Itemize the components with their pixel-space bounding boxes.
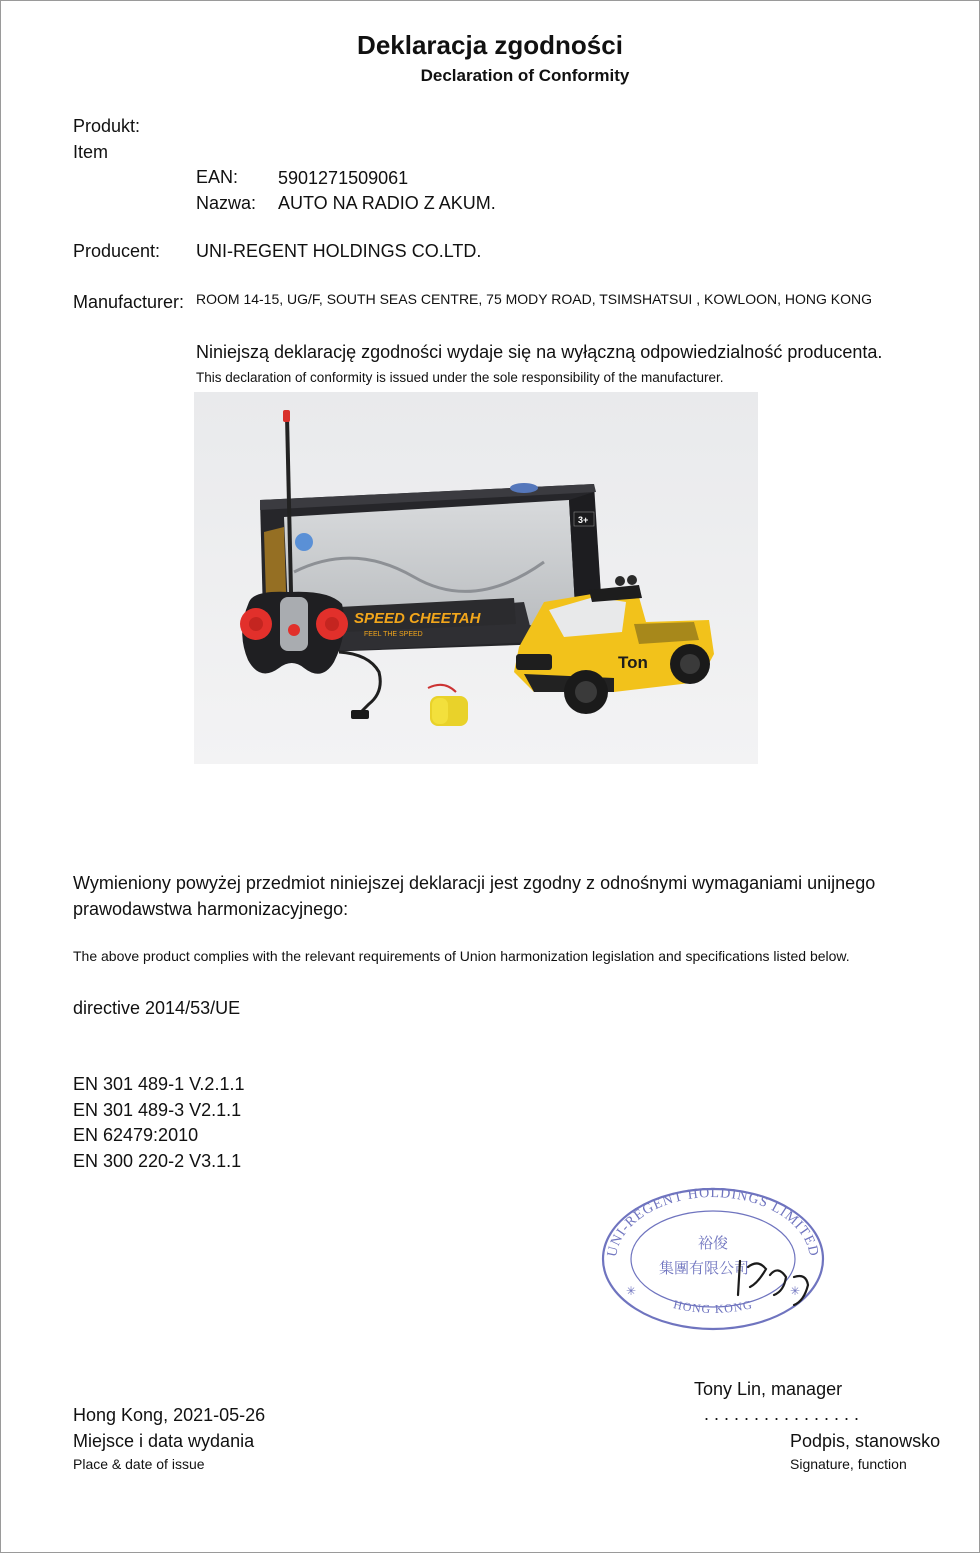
truck-decal: Ton [618,653,648,672]
producer-value: UNI-REGENT HOLDINGS CO.LTD. [196,241,482,261]
usb-plug [351,710,369,719]
title-polish: Deklaracja zgodności [357,30,623,60]
manufacturer-address: ROOM 14-15, UG/F, SOUTH SEAS CENTRE, 75 MODY ROAD, TSIMSHATSUI , KOWLOON, HONG KONG [196,291,872,307]
antenna-tip [283,410,290,422]
signature-label-pl: Podpis, stanowsko [790,1431,941,1451]
stamp-bottom-text: HONG KONG [672,1297,754,1317]
signature-dots: . . . . . . . . . . . . . . . . [704,1404,860,1424]
compliance-pl-line1: Wymieniony powyżej przedmiot niniejszej deklaracji jest zgodny z odnośnymi wymaganiami unijnego [73,873,876,893]
name-label: Nazwa: [196,193,257,213]
stamp-chinese-line2: 集團有限公司 [658,1259,750,1277]
title-english: Declaration of Conformity [420,66,630,85]
product-photo [194,392,758,764]
stamp-star-right-icon: ✳ [790,1284,801,1298]
standard-item: EN 62479:2010 [73,1125,199,1145]
stamp-star-left-icon: ✳ [626,1284,637,1298]
place-date-label-pl: Miejsce i data wydania [73,1431,255,1451]
responsibility-pl: Niniejszą deklarację zgodności wydaje się na wyłączną odpowiedzialność producenta. [196,342,883,362]
producer-label: Producent: [73,241,161,261]
compliance-en: The above product complies with the relevant requirements of Union harmonization legislation and specifications listed below. [73,948,850,964]
stamp-ring-text: UNI-REGENT HOLDINGS LIMITED [605,1185,821,1259]
place-date: Hong Kong, 2021-05-26 [73,1405,266,1425]
box-brand: SPEED CHEETAH [354,610,481,627]
standard-item: EN 301 489-1 V.2.1.1 [73,1074,245,1094]
stamp-chinese-line1: 裕俊 [697,1234,729,1252]
ean-value: 5901271509061 [278,168,409,188]
box-tagline: FEEL THE SPEED [364,631,423,638]
controller-button [288,624,300,636]
product-label-en: Item [73,142,109,162]
compliance-pl-line2: prawodawstwa harmonizacyjnego: [73,899,349,919]
truck-grille [516,654,552,670]
signer-name: Tony Lin, manager [694,1379,843,1399]
age-badge: 3+ [578,515,589,525]
manufacturer-label: Manufacturer: [73,292,185,312]
place-date-label-en: Place & date of issue [73,1456,205,1472]
company-stamp [598,1183,828,1333]
box-logo-icon [295,533,313,551]
signature-label-en: Signature, function [790,1456,907,1472]
standard-item: EN 300 220-2 V3.1.1 [73,1151,242,1171]
responsibility-en: This declaration of conformity is issued under the sole responsibility of the manufacturer. [196,370,724,385]
name-value: AUTO NA RADIO Z AKUM. [278,193,496,213]
directive: directive 2014/53/UE [73,998,241,1018]
standard-item: EN 301 489-3 V2.1.1 [73,1100,242,1120]
ean-label: EAN: [196,167,239,187]
box-top-logo [510,483,538,493]
product-label-pl: Produkt: [73,116,141,136]
box-side-art [264,527,286,597]
